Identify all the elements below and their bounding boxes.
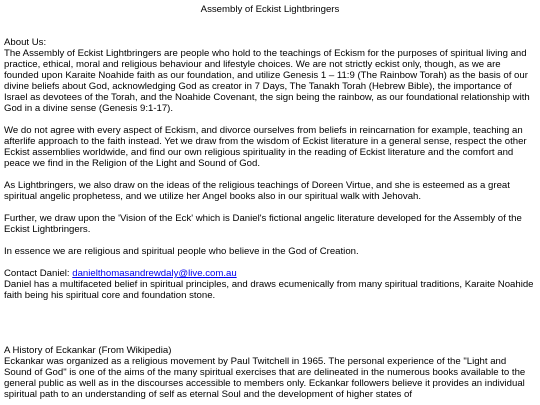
history-heading: A History of Eckankar (From Wikipedia): [4, 345, 172, 356]
history-text: Eckankar was organized as a religious movement by Paul Twitchell in 1965. The personal experience of the "Light and Sound of God" is one of the aims of the many spiritual exercises that are delineated in the numerous books available to the general public as well as in the discourses accessible to members only. Eckankar followers believe it provides an individual spiritual path to an understanding of self as eternal Soul and the development of higher states of: [4, 356, 526, 400]
contact-label: Contact Daniel:: [4, 268, 73, 279]
spacer: [4, 235, 536, 246]
about-paragraph-5: In essence we are religious and spiritual people who believe in the God of Creation.: [4, 246, 359, 257]
contact-email-link[interactable]: danielthomasandrewdaly@live.com.au: [72, 268, 237, 279]
spacer: [4, 169, 536, 180]
page-title: Assembly of Eckist Lightbringers: [200, 4, 340, 15]
spacer: [4, 202, 536, 213]
history-section: [4, 345, 536, 400]
spacer: [4, 114, 536, 125]
spacer: [4, 257, 536, 268]
about-paragraph-4: Further, we draw upon the 'Vision of the Eck' which is Daniel's fictional angelic literature developed for the Assembly of the Eckist Lightbringers.: [4, 213, 522, 235]
about-section: [4, 37, 536, 257]
about-paragraph-2: We do not agree with every aspect of Eckism, and divorce ourselves from beliefs in reincarnation for example, teaching an afterlife approach to the faith instead. Yet we draw from the wisdom of Eckist literature in a general sense, respect the other Eckist assemblies worldwide, and find our own religious spirituality in the reading of Eckist literature and the comfort and peace we find in the Religion of the Light and Sound of God.: [4, 125, 527, 169]
about-paragraph-3: As Lightbringers, we also draw on the ideas of the religious teachings of Doreen Virtue, and she is esteemed as a great spiritual angelic prophetess, and we utilize her Angel books also in our spiritual walk with Jehovah.: [4, 180, 510, 202]
spacer: [4, 15, 536, 37]
spacer: [4, 301, 536, 345]
contact-section: [4, 268, 536, 301]
about-heading: About Us:: [4, 37, 47, 48]
contact-description: Daniel has a multifaceted belief in spiritual principles, and draws ecumenically from many spiritual traditions, Karaite Noahide faith being his spiritual core and foundation stone.: [4, 279, 534, 301]
about-paragraph-1: The Assembly of Eckist Lightbringers are people who hold to the teachings of Eckism for the purposes of spiritual living and practice, ethical, moral and religious behaviour and lifestyle choices. We are not strictly eckist only, though, as we are founded upon Karaite Noahide faith as our foundation, and utilize Genesis 1 – 11:9 (The Rainbow Torah) as the basis of our divine beliefs about God, acknowledging God as creator in 7 Days, The Tanakh Torah (Hebrew Bible), the importance of Israel as devotees of the Torah, and the Noahide Covenant, the sign being the rainbow, as our foundational relationship with God in a divine sense (Genesis 9:1-17).: [4, 48, 530, 114]
